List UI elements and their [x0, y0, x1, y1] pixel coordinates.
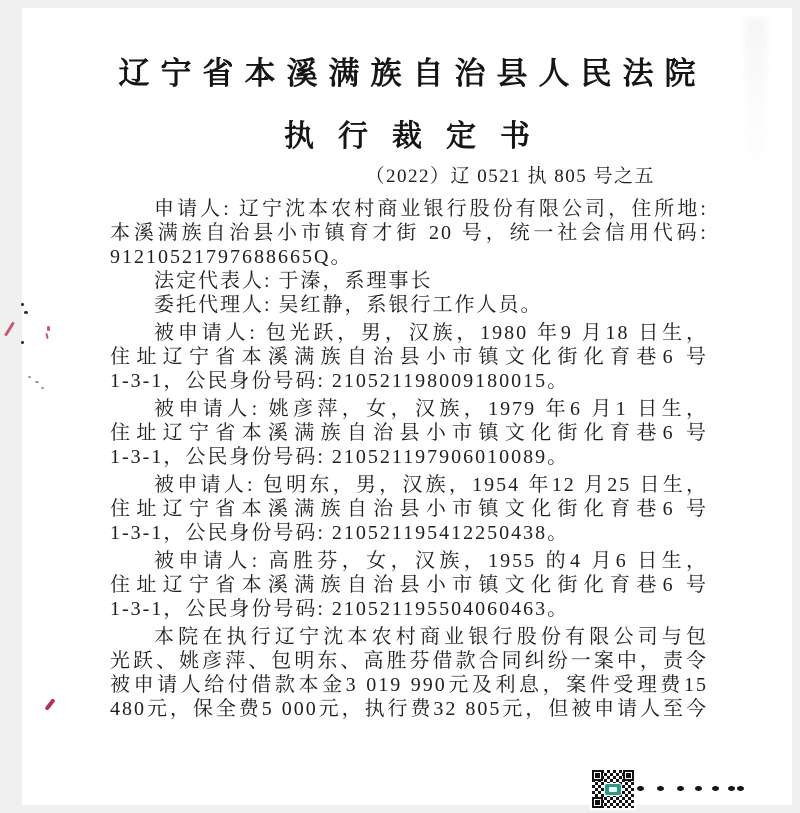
body-line: 1-3-1，公民身份号码: 210521195412250438。 [110, 522, 570, 544]
scan-artifact-speck [41, 387, 44, 389]
leader-dot [712, 786, 719, 791]
body-line: 被申请人: 包光跃，男，汉族，1980 年9 月18 日生， [154, 322, 708, 344]
body-line: 委托代理人: 吴红静，系银行工作人员。 [154, 294, 543, 316]
leader-dot [728, 786, 735, 791]
body-line: 480元，保全费5 000元，执行费32 805元，但被申请人至今 [110, 698, 708, 720]
scan-artifact-speck [24, 311, 28, 314]
scan-smudge [745, 18, 767, 188]
body-line: 1-3-1，公民身份号码: 210521198009180015。 [110, 370, 570, 392]
body-line: 住址辽宁省本溪满族自治县小市镇文化街化育巷6 号 [110, 498, 708, 520]
leader-dot [677, 786, 684, 791]
leader-dot [737, 786, 744, 791]
body-line: 被申请人: 姚彦萍，女，汉族，1979 年6 月1 日生， [154, 398, 708, 420]
doc-title: 执行裁定书 [284, 120, 554, 153]
court-name: 辽宁省本溪满族自治县人民法院 [118, 56, 707, 91]
leader-dot [695, 786, 702, 791]
case-number: （2022）辽 0521 执 805 号之五 [365, 166, 655, 187]
scan-artifact-red-mark [47, 326, 50, 331]
document-page [22, 8, 792, 805]
body-line: 被申请人给付借款本金3 019 990元及利息，案件受理费15 [110, 674, 708, 696]
qr-code-icon [592, 770, 634, 808]
leader-dot [657, 786, 664, 791]
body-line: 法定代表人: 于溱，系理事长 [154, 270, 433, 292]
body-line: 被申请人: 高胜芬，女，汉族，1955 的4 月6 日生， [154, 550, 708, 572]
body-line: 光跃、姚彦萍、包明东、高胜芬借款合同纠纷一案中，责令 [110, 650, 708, 672]
scan-artifact-speck [21, 341, 24, 344]
qr-center-logo-icon [604, 783, 622, 796]
qr-finder-icon [592, 770, 603, 781]
body-line: 本溪满族自治县小市镇育才街 20 号，统一社会信用代码: [110, 222, 708, 244]
body-line: 申请人: 辽宁沈本农村商业银行股份有限公司，住所地: [154, 198, 708, 220]
scan-artifact-red-mark [4, 321, 15, 336]
body-line: 91210521797688665Q。 [110, 246, 353, 268]
qr-finder-icon [592, 797, 603, 808]
body-line: 本院在执行辽宁沈本农村商业银行股份有限公司与包 [154, 626, 708, 648]
leader-dot [637, 786, 644, 791]
scan-artifact-speck [21, 303, 24, 306]
scan-artifact-speck [28, 376, 31, 378]
document-body [110, 197, 708, 721]
body-line: 住址辽宁省本溪满族自治县小市镇文化街化育巷6 号 [110, 346, 708, 368]
body-line: 住址辽宁省本溪满族自治县小市镇文化街化育巷6 号 [110, 422, 708, 444]
body-line: 住址辽宁省本溪满族自治县小市镇文化街化育巷6 号 [110, 574, 708, 596]
body-line: 1-3-1，公民身份号码: 210521195504060463。 [110, 598, 570, 620]
scan-artifact-speck [35, 381, 39, 383]
body-line: 1-3-1，公民身份号码: 210521197906010089。 [110, 446, 570, 468]
qr-finder-icon [623, 770, 634, 781]
body-line: 被申请人: 包明东，男，汉族，1954 年12 月25 日生， [154, 474, 708, 496]
